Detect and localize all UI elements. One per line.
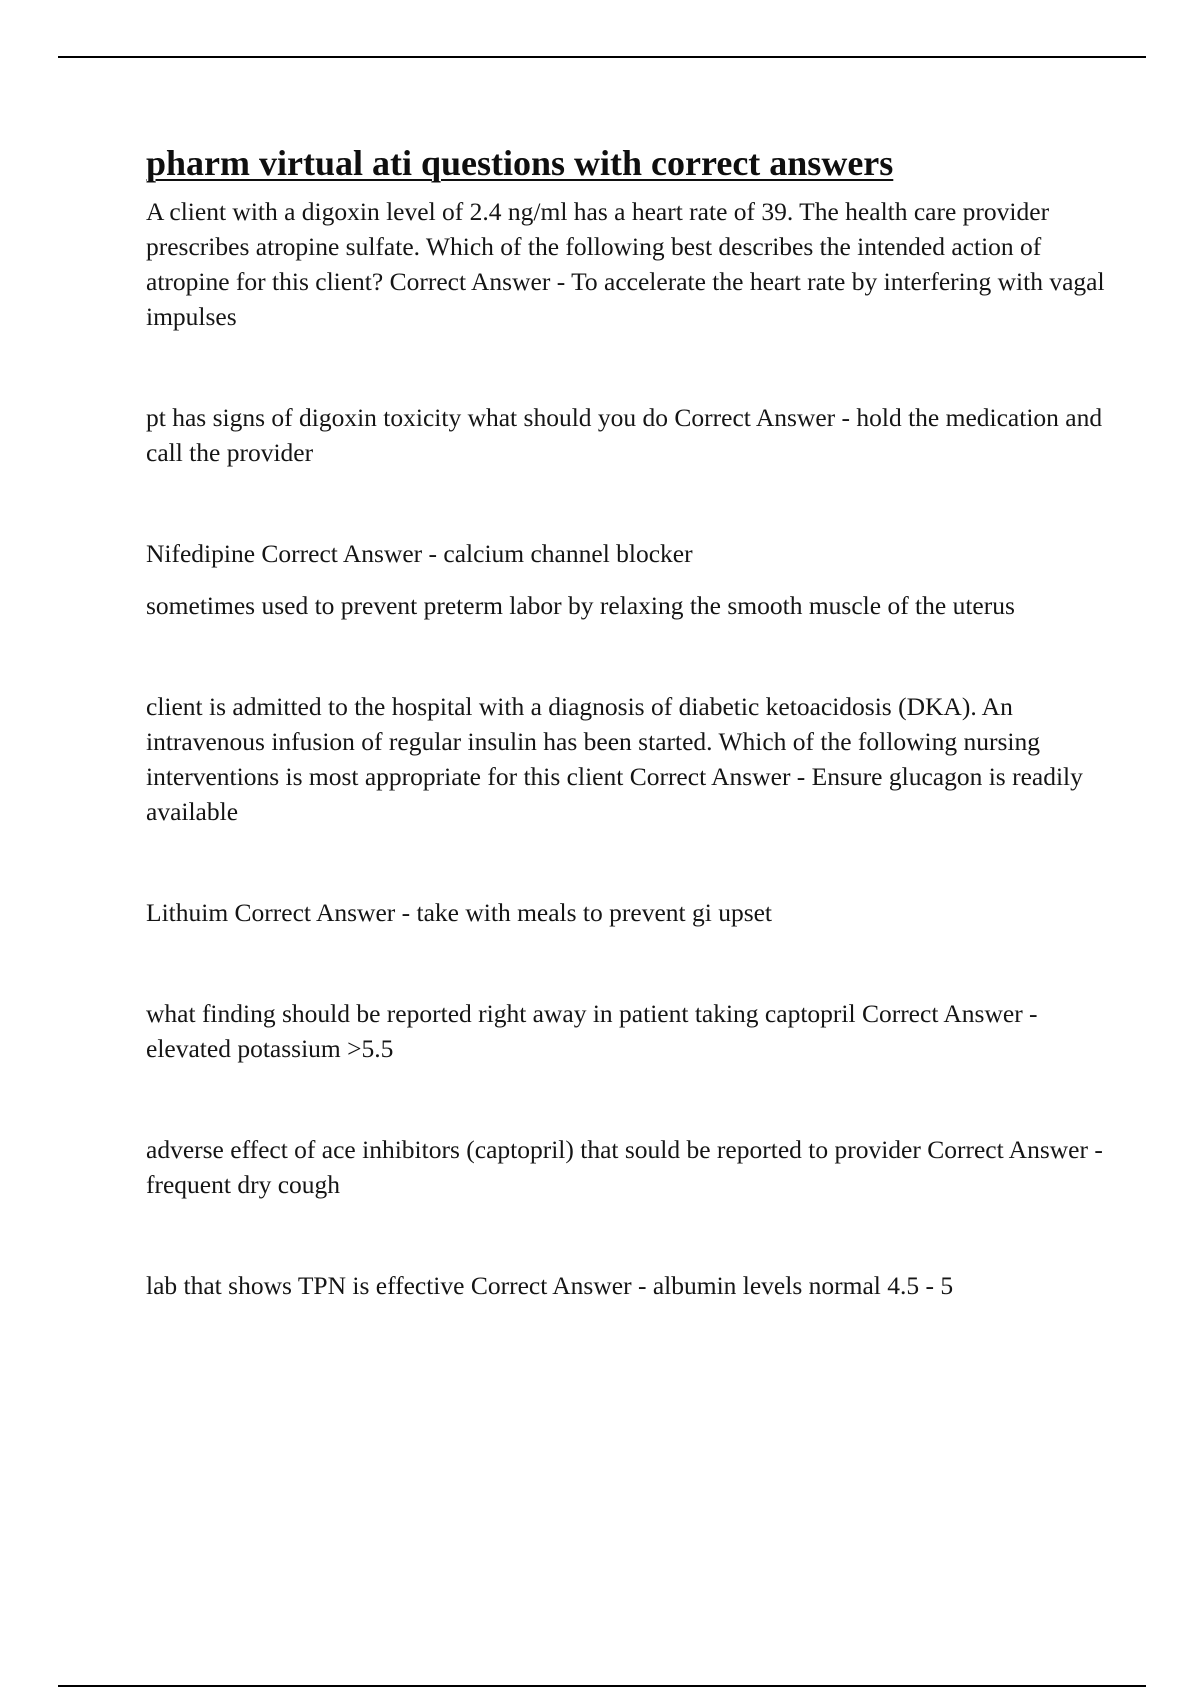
- header-rule: [58, 56, 1146, 58]
- qa-paragraph-ace-inhibitor: adverse effect of ace inhibitors (captopril) that sould be reported to provider Correct Answer - frequent dry cough: [146, 1135, 1103, 1200]
- qa-paragraph-atropine: A client with a digoxin level of 2.4 ng/ml has a heart rate of 39. The health care provider prescribes atropine sulfate. Which of the following best describes the intended action of atropine for this client? Correct Answer - To accelerate the heart rate by interfering with vagal impulses: [146, 197, 1105, 332]
- qa-paragraph-digoxin-toxicity: pt has signs of digoxin toxicity what should you do Correct Answer - hold the medication and call the provider: [146, 403, 1103, 468]
- qa-paragraph-dka: client is admitted to the hospital with a diagnosis of diabetic ketoacidosis (DKA). An intravenous infusion of regular insulin has been started. Which of the following nursing interventions is most appropriate for this client Correct Answer - Ensure glucagon is readily available: [146, 692, 1083, 827]
- footer-rule: [58, 1685, 1146, 1687]
- document-body: [146, 142, 1106, 1303]
- qa-paragraph-tpn: lab that shows TPN is effective Correct Answer - albumin levels normal 4.5 - 5: [146, 1271, 954, 1301]
- document-title: pharm virtual ati questions with correct answers: [146, 143, 894, 183]
- qa-paragraph-lithium: Lithuim Correct Answer - take with meals to prevent gi upset: [146, 898, 773, 928]
- qa-paragraph-captopril-finding: what finding should be reported right away in patient taking captopril Correct Answer - elevated potassium >5.5: [146, 999, 1038, 1064]
- qa-paragraph-nifedipine-note: sometimes used to prevent preterm labor by relaxing the smooth muscle of the uterus: [146, 591, 1015, 621]
- qa-paragraph-nifedipine: Nifedipine Correct Answer - calcium channel blocker: [146, 539, 693, 569]
